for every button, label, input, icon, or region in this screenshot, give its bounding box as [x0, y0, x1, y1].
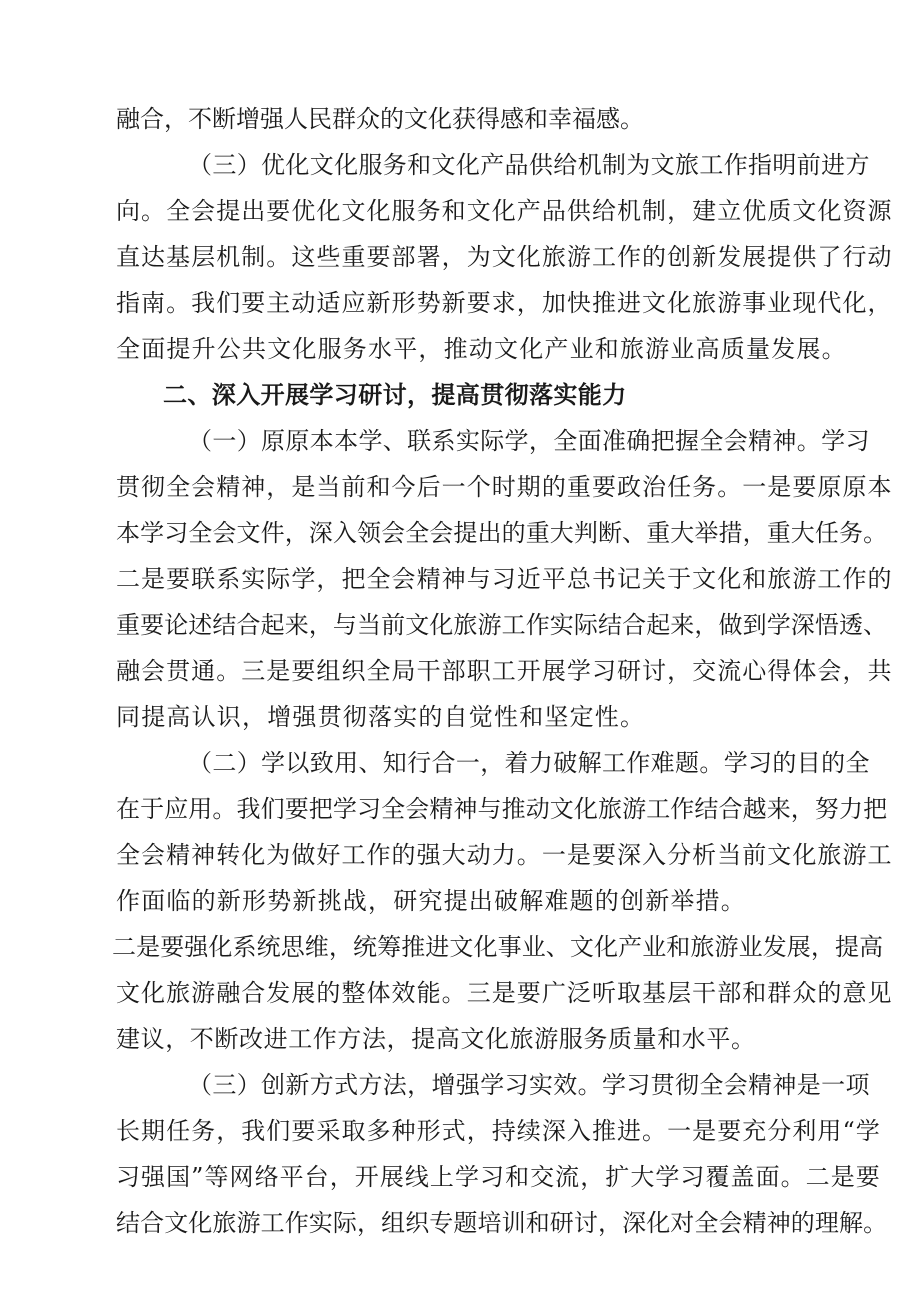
section-heading: 二、深入开展学习研讨，提高贯彻落实能力	[163, 381, 627, 409]
paragraph-line: 二是要强化系统思维，统筹推进文化事业、文化产业和旅游业发展，提高	[112, 933, 884, 961]
paragraph-line: （三）创新方式方法，增强学习实效。学习贯彻全会精神是一项	[188, 1071, 870, 1099]
paragraph-line: 建议，不断改进工作方法，提高文化旅游服务质量和水平。	[116, 1025, 756, 1053]
paragraph-line: 同提高认识，增强贯彻落实的自觉性和坚定性。	[116, 703, 646, 731]
paragraph-line: 指南。我们要主动适应新形势新要求，加快推进文化旅游事业现代化，	[116, 289, 893, 317]
paragraph-line: 作面临的新形势新挑战，研究提出破解难题的创新举措。	[116, 887, 746, 915]
paragraph-line: 融合，不断增强人民群众的文化获得感和幸福感。	[116, 105, 644, 133]
paragraph-line: 重要论述结合起来，与当前文化旅游工作实际结合起来，做到学深悟透、	[116, 611, 888, 639]
paragraph-line: 在于应用。我们要把学习全会精神与推动文化旅游工作结合越来，努力把	[116, 795, 888, 823]
paragraph-line: （二）学以致用、知行合一，着力破解工作难题。学习的目的全	[188, 749, 870, 777]
paragraph-line: 结合文化旅游工作实际，组织专题培训和研讨，深化对全会精神的理解。	[116, 1209, 888, 1237]
paragraph-line: 全面提升公共文化服务水平，推动文化产业和旅游业高质量发展。	[116, 335, 847, 363]
paragraph-line: （三）优化文化服务和文化产品供给机制为文旅工作指明前进方	[188, 151, 870, 179]
paragraph-line: 二是要联系实际学，把全会精神与习近平总书记关于文化和旅游工作的	[116, 565, 893, 593]
paragraph-line: 向。全会提出要优化文化服务和文化产品供给机制，建立优质文化资源	[116, 197, 893, 225]
paragraph-line: 全会精神转化为做好工作的强大动力。一是要深入分析当前文化旅游工	[116, 841, 893, 869]
paragraph-line: 习强国”等网络平台，开展线上学习和交流，扩大学习覆盖面。二是要	[116, 1163, 881, 1191]
paragraph-line: 贯彻全会精神，是当前和今后一个时期的重要政治任务。一是要原原本	[116, 473, 893, 501]
paragraph-line: 直达基层机制。这些重要部署，为文化旅游工作的创新发展提供了行动	[116, 243, 893, 271]
paragraph-line: 长期任务，我们要采取多种形式，持续深入推进。一是要充分利用“学	[116, 1117, 881, 1145]
paragraph-line: 融会贯通。三是要组织全局干部职工开展学习研讨，交流心得体会，共	[116, 657, 893, 685]
paragraph-line: 文化旅游融合发展的整体效能。三是要广泛听取基层干部和群众的意见	[116, 979, 893, 1007]
paragraph-line: 本学习全会文件，深入领会全会提出的重大判断、重大举措，重大任务。	[116, 519, 888, 547]
paragraph-line: （一）原原本本学、联系实际学，全面准确把握全会精神。学习	[188, 427, 870, 455]
